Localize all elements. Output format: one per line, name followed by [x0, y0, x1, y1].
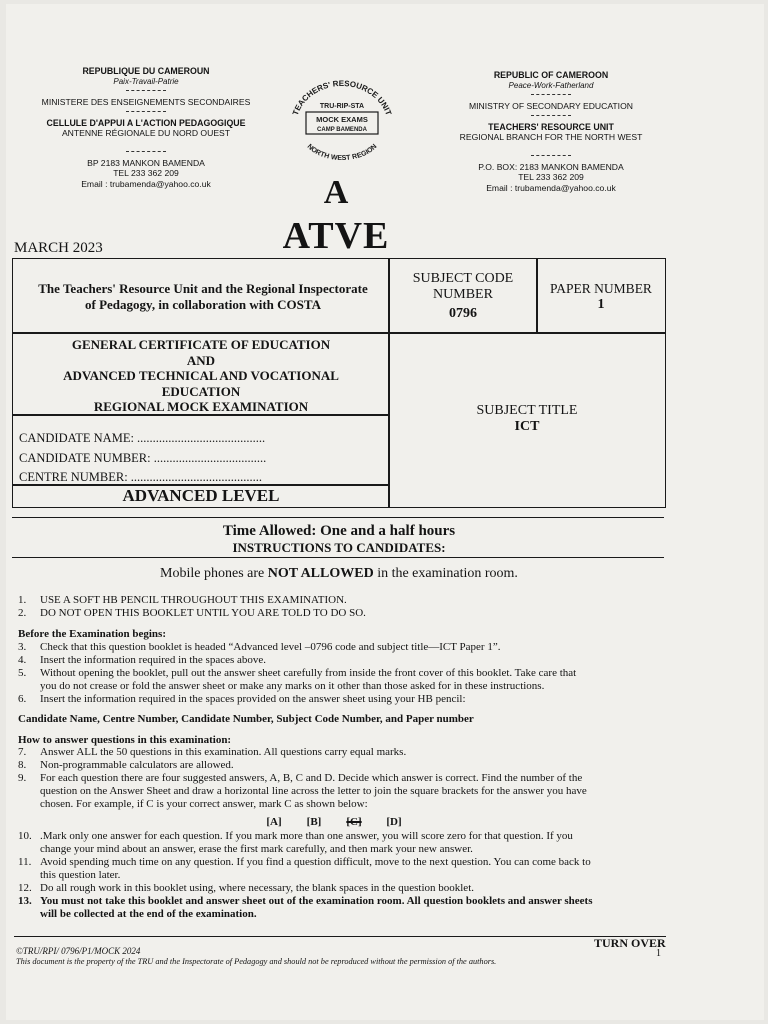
subject-title-box [388, 332, 666, 508]
seal-camp: CAMP BAMENDA [317, 127, 367, 133]
level-text: ADVANCED LEVEL [122, 486, 280, 505]
divider [126, 151, 166, 152]
footer-code: ©TRU/RPI/ 0796/P1/MOCK 2024 [16, 946, 141, 956]
exam-title-line: REGIONAL MOCK EXAMINATION [93, 399, 309, 414]
variant-letter: A [323, 174, 349, 211]
answer-example [254, 816, 414, 829]
section-heading: How to answer questions in this examination: [18, 734, 232, 746]
candidate-name-field[interactable]: CANDIDATE NAME: ......................................... [19, 431, 266, 445]
exam-title [13, 337, 389, 415]
seal-bottom-text: NORTH WEST REGION [305, 143, 379, 163]
svg-text:NORTH WEST REGION [306, 143, 379, 162]
right-branch: REGIONAL BRANCH FOR THE NORTH WEST [459, 132, 643, 142]
right-motto: Peace-Work-Fatherland [508, 80, 594, 90]
divider [531, 155, 571, 156]
centre-number-field[interactable]: CENTRE NUMBER: .......................................... [19, 470, 263, 484]
footer-note: This document is the property of the TRU and the Inspectorate of Pedagogy and should not be reproduced without the permission of the authors. [16, 957, 497, 966]
divider [531, 94, 571, 95]
exam-code: ATVE [282, 215, 390, 257]
exam-title-line: GENERAL CERTIFICATE OF EDUCATION [71, 337, 331, 352]
seal-mock: MOCK EXAMS [316, 115, 368, 124]
left-motto: Paix-Travail-Patrie [113, 76, 179, 86]
page-number: 1 [656, 948, 661, 959]
list-item-continued: you do not crease or fold the answer sheet or make any marks on it other than those asked for in these instructions. [40, 680, 545, 692]
time-allowed: Time Allowed: One and a half hours [222, 523, 456, 539]
divider [12, 557, 664, 558]
list-item-continued: question on the Answer Sheet and draw a horizontal line across the letter to join the square brackets for the answer you have [40, 785, 587, 797]
paper-number: 1 [597, 297, 605, 312]
right-email: Email : trubamenda@yahoo.co.uk [486, 182, 616, 193]
subject-code-label: SUBJECT CODE NUMBER [412, 271, 514, 302]
left-header [26, 66, 266, 189]
exam-title-box [12, 332, 390, 416]
exam-title-line: EDUCATION [161, 383, 241, 399]
phones-post: in the examination room. [373, 566, 518, 581]
divider [531, 115, 571, 116]
right-ministry: MINISTRY OF SECONDARY EDUCATION [469, 101, 633, 111]
divider [12, 517, 664, 518]
list-item: 5. Without opening the booklet, pull out the answer sheet carefully from inside the front cover of this booklet. Take care that [18, 667, 577, 679]
section-heading: Before the Examination begins: [18, 628, 166, 640]
list-item: 7. Answer ALL the 50 questions in this examination. All questions carry equal marks. [18, 746, 407, 758]
left-country: REPUBLIQUE DU CAMEROUN [82, 66, 210, 76]
subject-code-box [388, 258, 538, 334]
organizer-text: The Teachers' Resource Unit and the Regional Inspectorate of Pedagogy, in collaboration with COSTA [38, 281, 368, 312]
bracket-d: [D] [386, 816, 402, 828]
subject-title: ICT [514, 419, 540, 434]
exam-cover-page [6, 4, 764, 1020]
list-item: 8. Non-programmable calculators are allowed. [18, 759, 234, 771]
paper-number-label: PAPER NUMBER [550, 281, 652, 296]
seal-top-text: TEACHERS' RESOURCE UNIT [290, 78, 394, 117]
subject-title-label: SUBJECT TITLE [476, 403, 578, 418]
left-email: Email : trubamenda@yahoo.co.uk [81, 178, 211, 189]
bracket-b: [B] [306, 816, 322, 828]
tru-seal [276, 74, 406, 164]
list-item-continued: this question later. [40, 869, 121, 881]
seal-emblem [276, 74, 406, 164]
list-item: 1. USE A SOFT HB PENCIL THROUGHOUT THIS EXAMINATION. [18, 594, 347, 606]
organizer-box [12, 258, 390, 334]
phones-bold: NOT ALLOWED [267, 566, 374, 581]
required-fields: Candidate Name, Centre Number, Candidate Number, Subject Code Number, and Paper number [18, 713, 474, 725]
exam-title-line: ADVANCED TECHNICAL AND VOCATIONAL [63, 368, 339, 383]
phones-pre: Mobile phones are [160, 566, 268, 581]
left-unit: CELLULE D'APPUI A L'ACTION PEDAGOGIQUE [46, 117, 246, 128]
left-ministry: MINISTERE DES ENSEIGNEMENTS SECONDAIRES [41, 97, 251, 107]
list-item-continued: will be collected at the end of the examination. [40, 908, 257, 920]
phones-notice [6, 566, 672, 582]
paper-number-box [536, 258, 666, 334]
right-tel: TEL 233 362 209 [518, 172, 584, 182]
divider [126, 111, 166, 112]
exam-date: MARCH 2023 [14, 240, 103, 256]
candidate-box [12, 414, 390, 486]
seal-abbrev: TRU-RIP-STA [319, 103, 365, 110]
left-tel: TEL 233 362 209 [113, 168, 179, 178]
list-item: 12. Do all rough work in this booklet using, where necessary, the blank spaces in the question booklet. [18, 882, 475, 894]
list-item: 13. You must not take this booklet and answer sheet out of the examination room. All question booklets and answer sheets [18, 895, 593, 907]
list-item: 4. Insert the information required in the spaces above. [18, 654, 267, 666]
left-address: BP 2183 MANKON BAMENDA [87, 157, 205, 168]
list-item: 6. Insert the information required in the spaces provided on the answer sheet using your HB pencil: [18, 693, 466, 705]
list-item: 9. For each question there are four suggested answers, A, B, C and D. Decide which answer is correct. Find the number of the [18, 772, 583, 784]
left-branch: ANTENNE RÉGIONALE DU NORD OUEST [61, 128, 231, 138]
right-header [426, 70, 676, 193]
list-item-continued: chosen. For example, if C is your correct answer, mark C as shown below: [40, 798, 368, 810]
list-item: 10. .Mark only one answer for each question. If you mark more than one answer, you will score zero for that question. If you [18, 830, 573, 842]
instructions-heading: INSTRUCTIONS TO CANDIDATES: [232, 540, 446, 555]
turn-over: TURN OVER [594, 936, 666, 950]
list-item-continued: change your mind about an answer, erase the first mark carefully, and then mark your new answer. [40, 843, 473, 855]
exam-title-line: AND [186, 352, 216, 368]
svg-text:TEACHERS' RESOURCE UNIT [291, 79, 393, 117]
subject-code: 0796 [449, 306, 477, 321]
list-item: 3. Check that this question booklet is headed “Advanced level –0796 code and subject title—ICT Paper 1”. [18, 641, 501, 653]
list-item: 11. Avoid spending much time on any question. If you find a question difficult, move to the next question. You can come back to [18, 856, 591, 868]
right-unit: TEACHERS' RESOURCE UNIT [488, 121, 614, 132]
bracket-a: [A] [266, 816, 282, 828]
right-address: P.O. BOX: 2183 MANKON BAMENDA [478, 161, 624, 172]
candidate-number-field[interactable]: CANDIDATE NUMBER: .................................... [19, 451, 267, 465]
bracket-c-marked: [C] [346, 816, 362, 828]
right-country: REPUBLIC OF CAMEROON [493, 70, 609, 80]
list-item: 2. DO NOT OPEN THIS BOOKLET UNTIL YOU ARE TOLD TO DO SO. [18, 607, 366, 619]
level-box [12, 484, 390, 508]
divider [126, 90, 166, 91]
divider [14, 936, 666, 937]
